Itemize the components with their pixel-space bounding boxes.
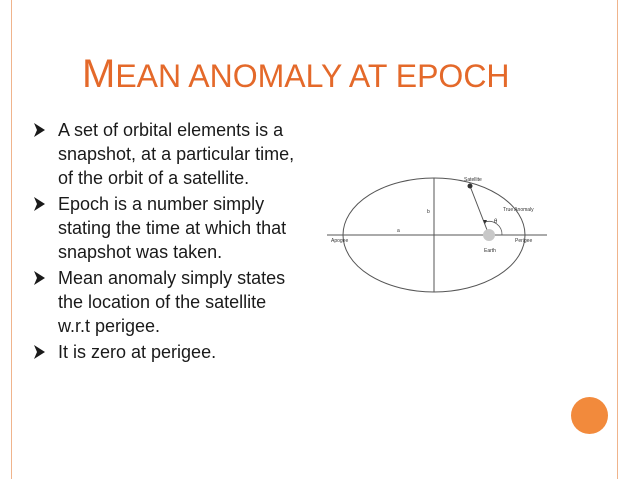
bullet-list xyxy=(34,118,298,366)
earth-label: Earth xyxy=(484,248,496,254)
earth-circle xyxy=(483,229,495,241)
theta-label: θ xyxy=(494,219,498,225)
bullet-text: A set of orbital elements is a snapshot, at a particular time, of the orbit of a satellite. xyxy=(58,120,295,188)
slide-border-left xyxy=(11,0,12,479)
arrow-bullet-icon xyxy=(34,123,45,137)
bullet-text: It is zero at perigee. xyxy=(58,342,217,362)
bullet-item xyxy=(34,118,298,190)
orbit-diagram xyxy=(327,165,557,305)
slide-title xyxy=(82,52,510,97)
perigee-label: Perigee xyxy=(515,238,533,244)
bullet-text: Mean anomaly simply states the location of the satellite w.r.t perigee. xyxy=(58,268,286,336)
arrow-bullet-icon xyxy=(34,345,45,359)
bullet-text: Epoch is a number simply stating the time at which that snapshot was taken. xyxy=(58,194,287,262)
a-label: a xyxy=(397,228,400,234)
apogee-label: Apogee xyxy=(331,238,349,244)
arrow-bullet-icon xyxy=(34,271,45,285)
bullet-item xyxy=(34,266,298,338)
orange-decorative-circle xyxy=(571,397,608,434)
satellite-dot xyxy=(468,184,473,189)
slide-border-right xyxy=(617,0,618,479)
bullet-item xyxy=(34,192,298,264)
arrow-bullet-icon xyxy=(34,197,45,211)
title-rest: EAN ANOMALY AT EPOCH xyxy=(115,58,510,94)
title-initial: M xyxy=(82,52,116,96)
true-anomaly-label: True Anomaly xyxy=(503,207,534,213)
satellite-label: Satellite xyxy=(464,177,482,183)
b-label: b xyxy=(427,209,430,215)
bullet-item xyxy=(34,340,298,364)
radius-line xyxy=(470,186,489,235)
